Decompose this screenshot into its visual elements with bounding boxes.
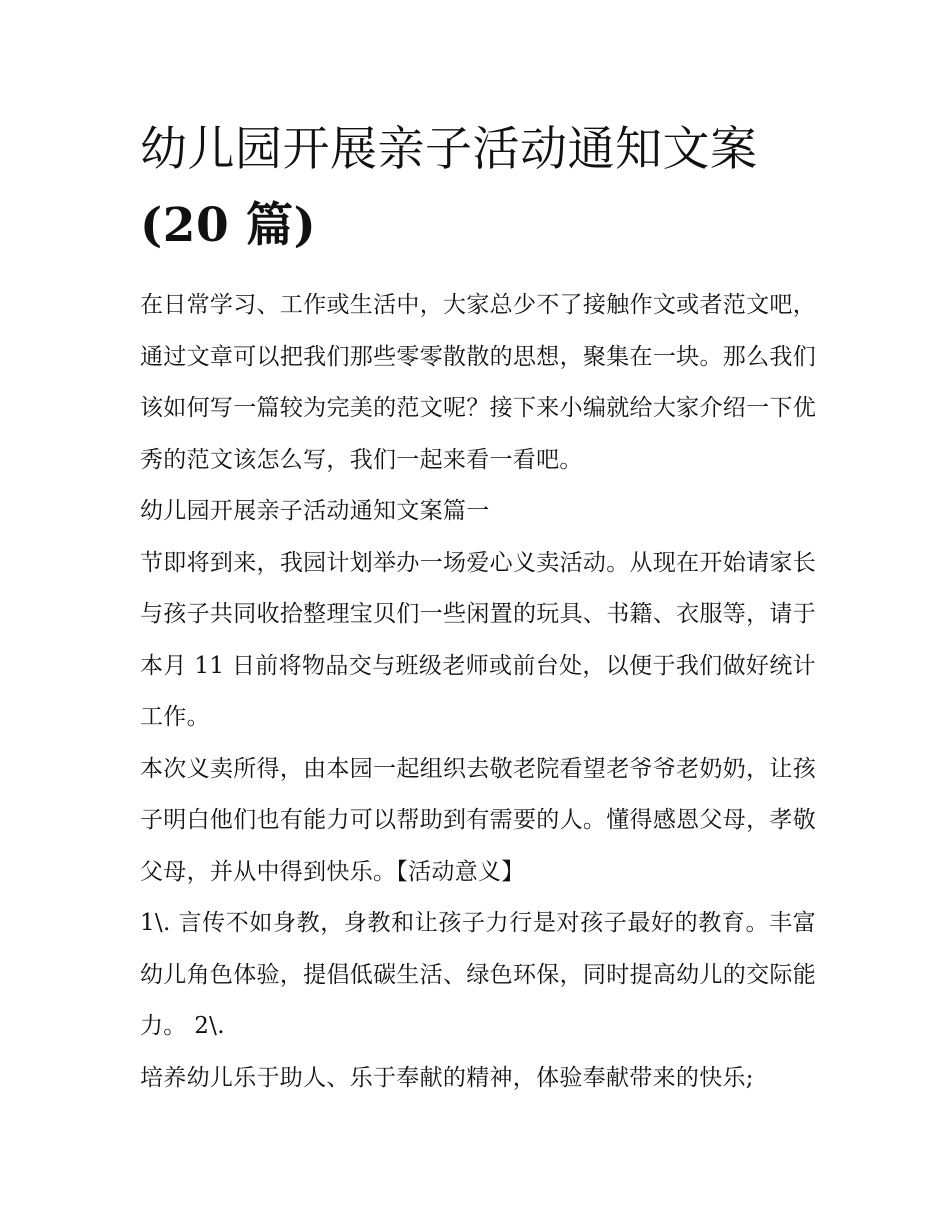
list-item-2: 培养幼儿乐于助人、乐于奉献的精神，体验奉献带来的快乐; bbox=[140, 1064, 754, 1091]
title-line-1: 幼儿园开展亲子活动通知文案 bbox=[140, 122, 758, 177]
document-body bbox=[140, 280, 816, 1104]
section-heading: 幼儿园开展亲子活动通知文案篇一 bbox=[140, 498, 490, 524]
body-paragraph: 节即将到来，我园计划举办一场爱心义卖活动。从现在开始请家长与孩子共同收拾整理宝贝们一些闲置的玩具、书籍、衣服等，请于本月 11 日前将物品交与班级老师或前台处，以便于我们做好统计工作。 bbox=[140, 549, 816, 730]
document-title bbox=[140, 112, 816, 264]
body-paragraph: 本次义卖所得，由本园一起组织去敬老院看望老爷爷老奶奶，让孩子明白他们也有能力可以帮助到有需要的人。懂得感恩父母，孝敬父母，并从中得到快乐。【活动意义】 bbox=[140, 755, 816, 885]
list-item-1: 1\. 言传不如身教，身教和让孩子力行是对孩子最好的教育。丰富幼儿角色体验，提倡低碳生活、绿色环保，同时提高幼儿的交际能力。 2\. bbox=[140, 910, 816, 1039]
intro-paragraph: 在日常学习、工作或生活中，大家总少不了接触作文或者范文吧，通过文章可以把我们那些零零散散的思想，聚集在一块。那么我们该如何写一篇较为完美的范文呢？接下来小编就给大家介绍一下优秀的范文该怎么写，我们一起来看一看吧。 bbox=[140, 292, 816, 473]
title-line-2: (20 篇) bbox=[140, 198, 317, 253]
document-page bbox=[140, 112, 816, 1104]
